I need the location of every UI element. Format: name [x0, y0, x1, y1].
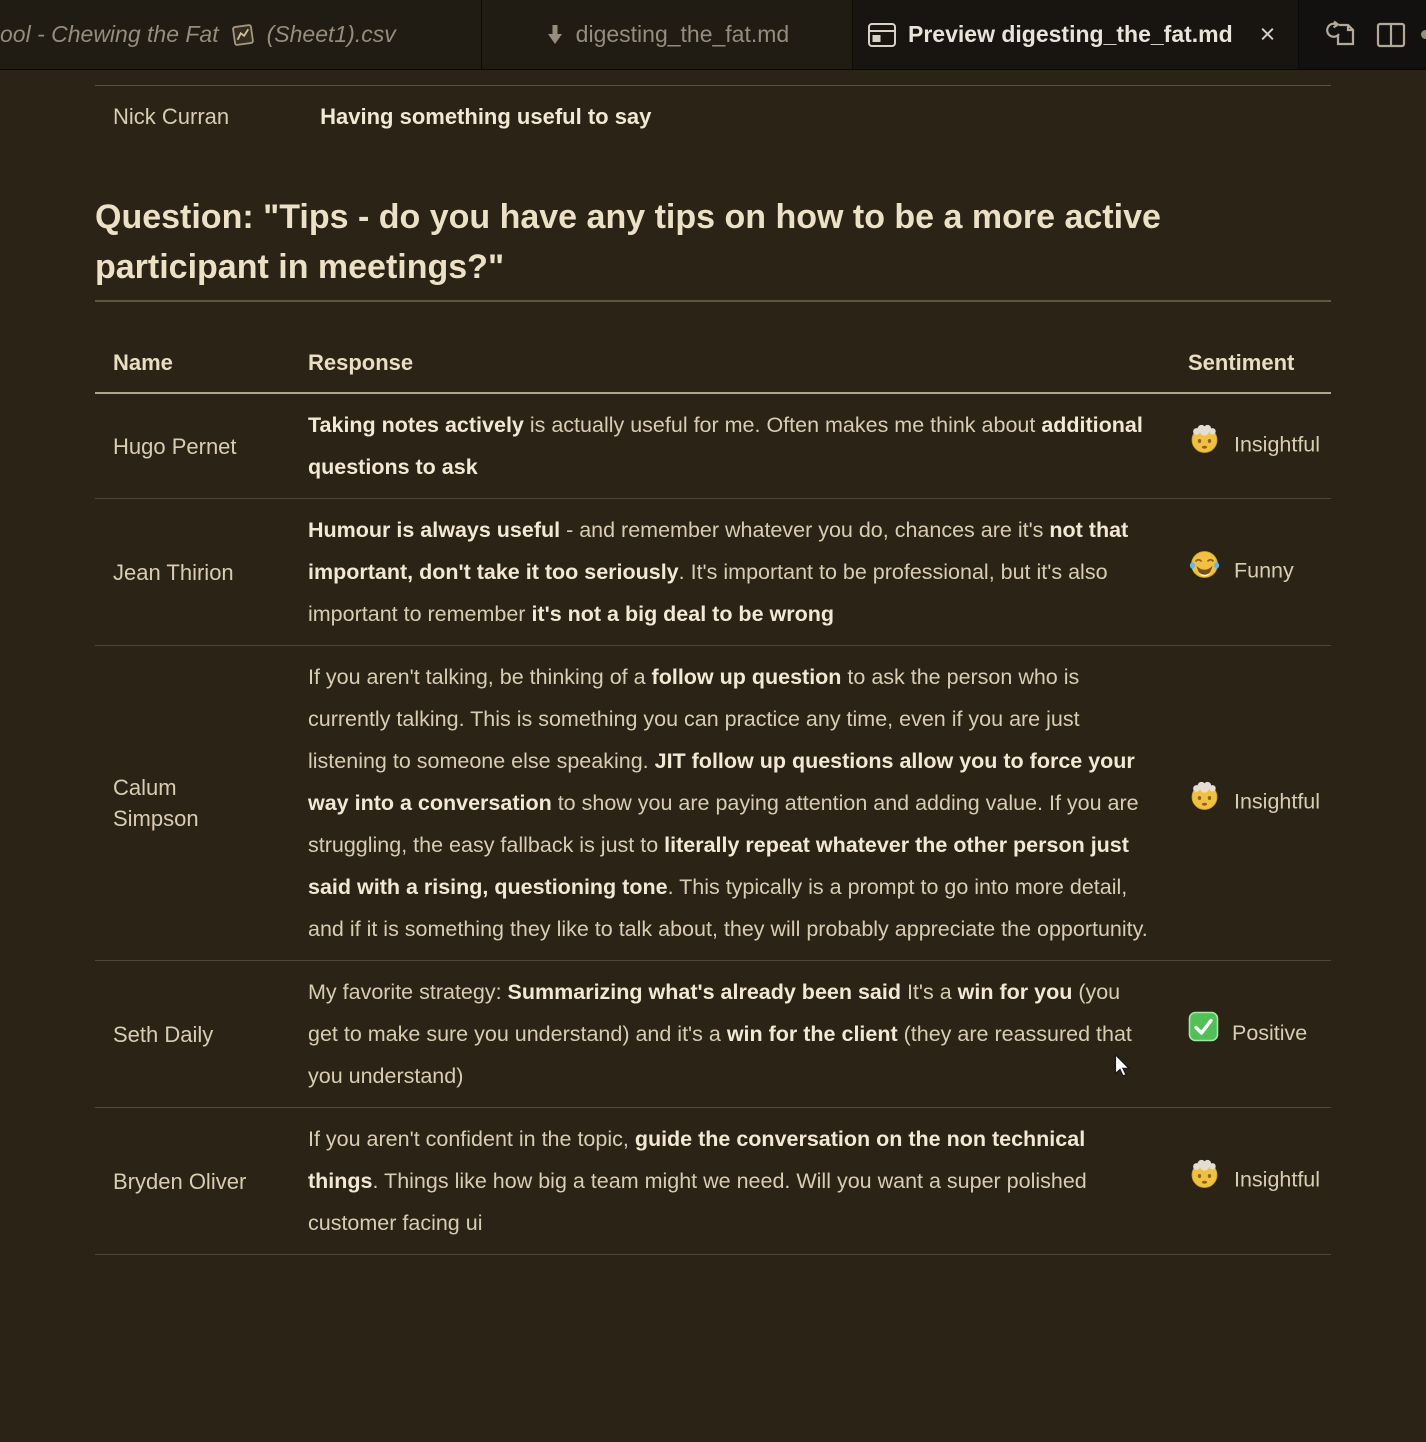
tab-markdown-preview-label: Preview digesting_the_fat.md: [908, 21, 1233, 47]
response-segment: (they are reassured that you understand): [308, 1022, 1132, 1088]
sentiment-label: Positive: [1231, 1020, 1308, 1045]
sentiment-label: Insightful: [1233, 1167, 1321, 1192]
response-bold-segment: additional questions to ask: [308, 413, 1143, 479]
response-text: [308, 499, 1188, 646]
exploding-head-emoji: [1188, 422, 1221, 470]
editor-tab-bar: [0, 0, 1426, 70]
exploding-head-emoji: [1188, 1157, 1221, 1205]
response-bold-segment: Taking notes actively: [308, 413, 524, 437]
question-heading: Question: "Tips - do you have any tips on how to be a more active participant in meetings?": [95, 198, 1161, 286]
response-bold-segment: Summarizing what's already been said: [507, 980, 901, 1004]
tab-markdown-source[interactable]: [482, 0, 853, 69]
previous-table-row: [95, 85, 1331, 138]
response-segment: - and remember whatever you do, chances are it's: [560, 518, 1050, 542]
response-segment: . Things like how big a team might we need. Will you want a super polished customer facing ui: [308, 1169, 1087, 1235]
exploding-head-emoji: [1188, 779, 1221, 827]
sentiment-cell: [1188, 499, 1331, 646]
sentiment-cell: [1188, 1108, 1331, 1255]
markdown-preview-icon: [867, 22, 897, 48]
sentiment-cell: [1188, 961, 1331, 1108]
response-text: [308, 961, 1188, 1108]
response-bold-segment: win for you: [957, 980, 1073, 1004]
response-segment: (you get to make sure you understand) and it's a: [308, 980, 1121, 1046]
table-header-row: [95, 302, 1331, 393]
tears-of-joy-emoji: [1188, 548, 1221, 596]
respondent-name: Calum Simpson: [95, 646, 308, 961]
open-source-file-icon[interactable]: [1325, 17, 1361, 53]
response-segment: . This typically is a prompt to go into more detail, and if it is something they like to talk about, they will probably appreciate the opportunity.: [308, 875, 1148, 941]
response-text: [308, 1108, 1188, 1255]
response-bold-segment: guide the conversation on the non technical things: [308, 1127, 1086, 1193]
response-bold-segment: win for the client: [726, 1022, 898, 1046]
tab-markdown-source-label: digesting_the_fat.md: [575, 21, 790, 47]
table-row: [95, 646, 1331, 961]
sentiment-cell: [1188, 393, 1331, 499]
download-arrow-icon: [545, 22, 565, 48]
table-row: [95, 961, 1331, 1108]
response-segment: If you aren't talking, be thinking of a: [308, 665, 652, 689]
response-segment: It's a: [900, 980, 958, 1004]
tab-csv-label: ool - Chewing the Fat: [0, 21, 219, 47]
respondent-name: Hugo Pernet: [95, 393, 308, 499]
respondent-name: Jean Thirion: [95, 499, 308, 646]
response-segment: is actually useful for me. Often makes me think about: [523, 413, 1042, 437]
sentiment-cell: [1188, 646, 1331, 961]
response-text: [308, 393, 1188, 499]
sentiment-label: Insightful: [1233, 432, 1321, 457]
response-bold-segment: JIT follow up questions allow you to force your way into a conversation: [308, 749, 1135, 815]
respondent-name: Seth Daily: [95, 961, 308, 1108]
table-row: [95, 393, 1331, 499]
responses-table: [95, 302, 1331, 1255]
response-bold-segment: it's not a big deal to be wrong: [531, 602, 834, 626]
column-header-sentiment: Sentiment: [1188, 302, 1331, 393]
column-header-response: Response: [308, 302, 1188, 393]
response-segment: to ask the person who is currently talking. This is something you can practice any time, even if you are just listening to someone else speaking.: [308, 665, 1080, 773]
chart-icon: [230, 22, 256, 48]
respondent-name: Nick Curran: [113, 104, 230, 129]
editor-actions: [1299, 0, 1426, 69]
response-segment: . It's important to be professional, but it's also important to remember: [308, 560, 1108, 626]
more-actions-icon[interactable]: [1421, 30, 1426, 39]
table-row: [95, 1108, 1331, 1255]
close-icon[interactable]: ×: [1259, 19, 1276, 49]
response-segment: If you aren't confident in the topic,: [308, 1127, 635, 1151]
table-row: [95, 499, 1331, 646]
response-bold-segment: Humour is always useful: [308, 518, 561, 542]
response-bold-segment: follow up question: [651, 665, 842, 689]
respondent-name: Bryden Oliver: [95, 1108, 308, 1255]
split-editor-icon[interactable]: [1375, 20, 1407, 50]
column-header-name: Name: [95, 302, 308, 393]
response-segment: to show you are paying attention and adding value. If you are struggling, the easy fallback is just to: [308, 791, 1139, 857]
sentiment-label: Insightful: [1233, 789, 1321, 814]
tab-markdown-preview[interactable]: [853, 0, 1299, 69]
response-bold-segment: literally repeat whatever the other person just said with a rising, questioning tone: [308, 833, 1129, 899]
tab-csv-label-suffix: (Sheet1).csv: [266, 21, 396, 47]
response-bold-segment: not that important, don't take it too seriously: [308, 518, 1129, 584]
previous-response: Having something useful to say: [320, 104, 652, 129]
sentiment-label: Funny: [1233, 558, 1294, 583]
markdown-preview-pane: [0, 70, 1426, 1442]
tab-csv[interactable]: [0, 0, 482, 69]
response-segment: My favorite strategy:: [308, 980, 508, 1004]
check-mark-emoji: [1188, 1011, 1219, 1057]
response-text: [308, 646, 1188, 961]
table-body: [95, 393, 1331, 1255]
